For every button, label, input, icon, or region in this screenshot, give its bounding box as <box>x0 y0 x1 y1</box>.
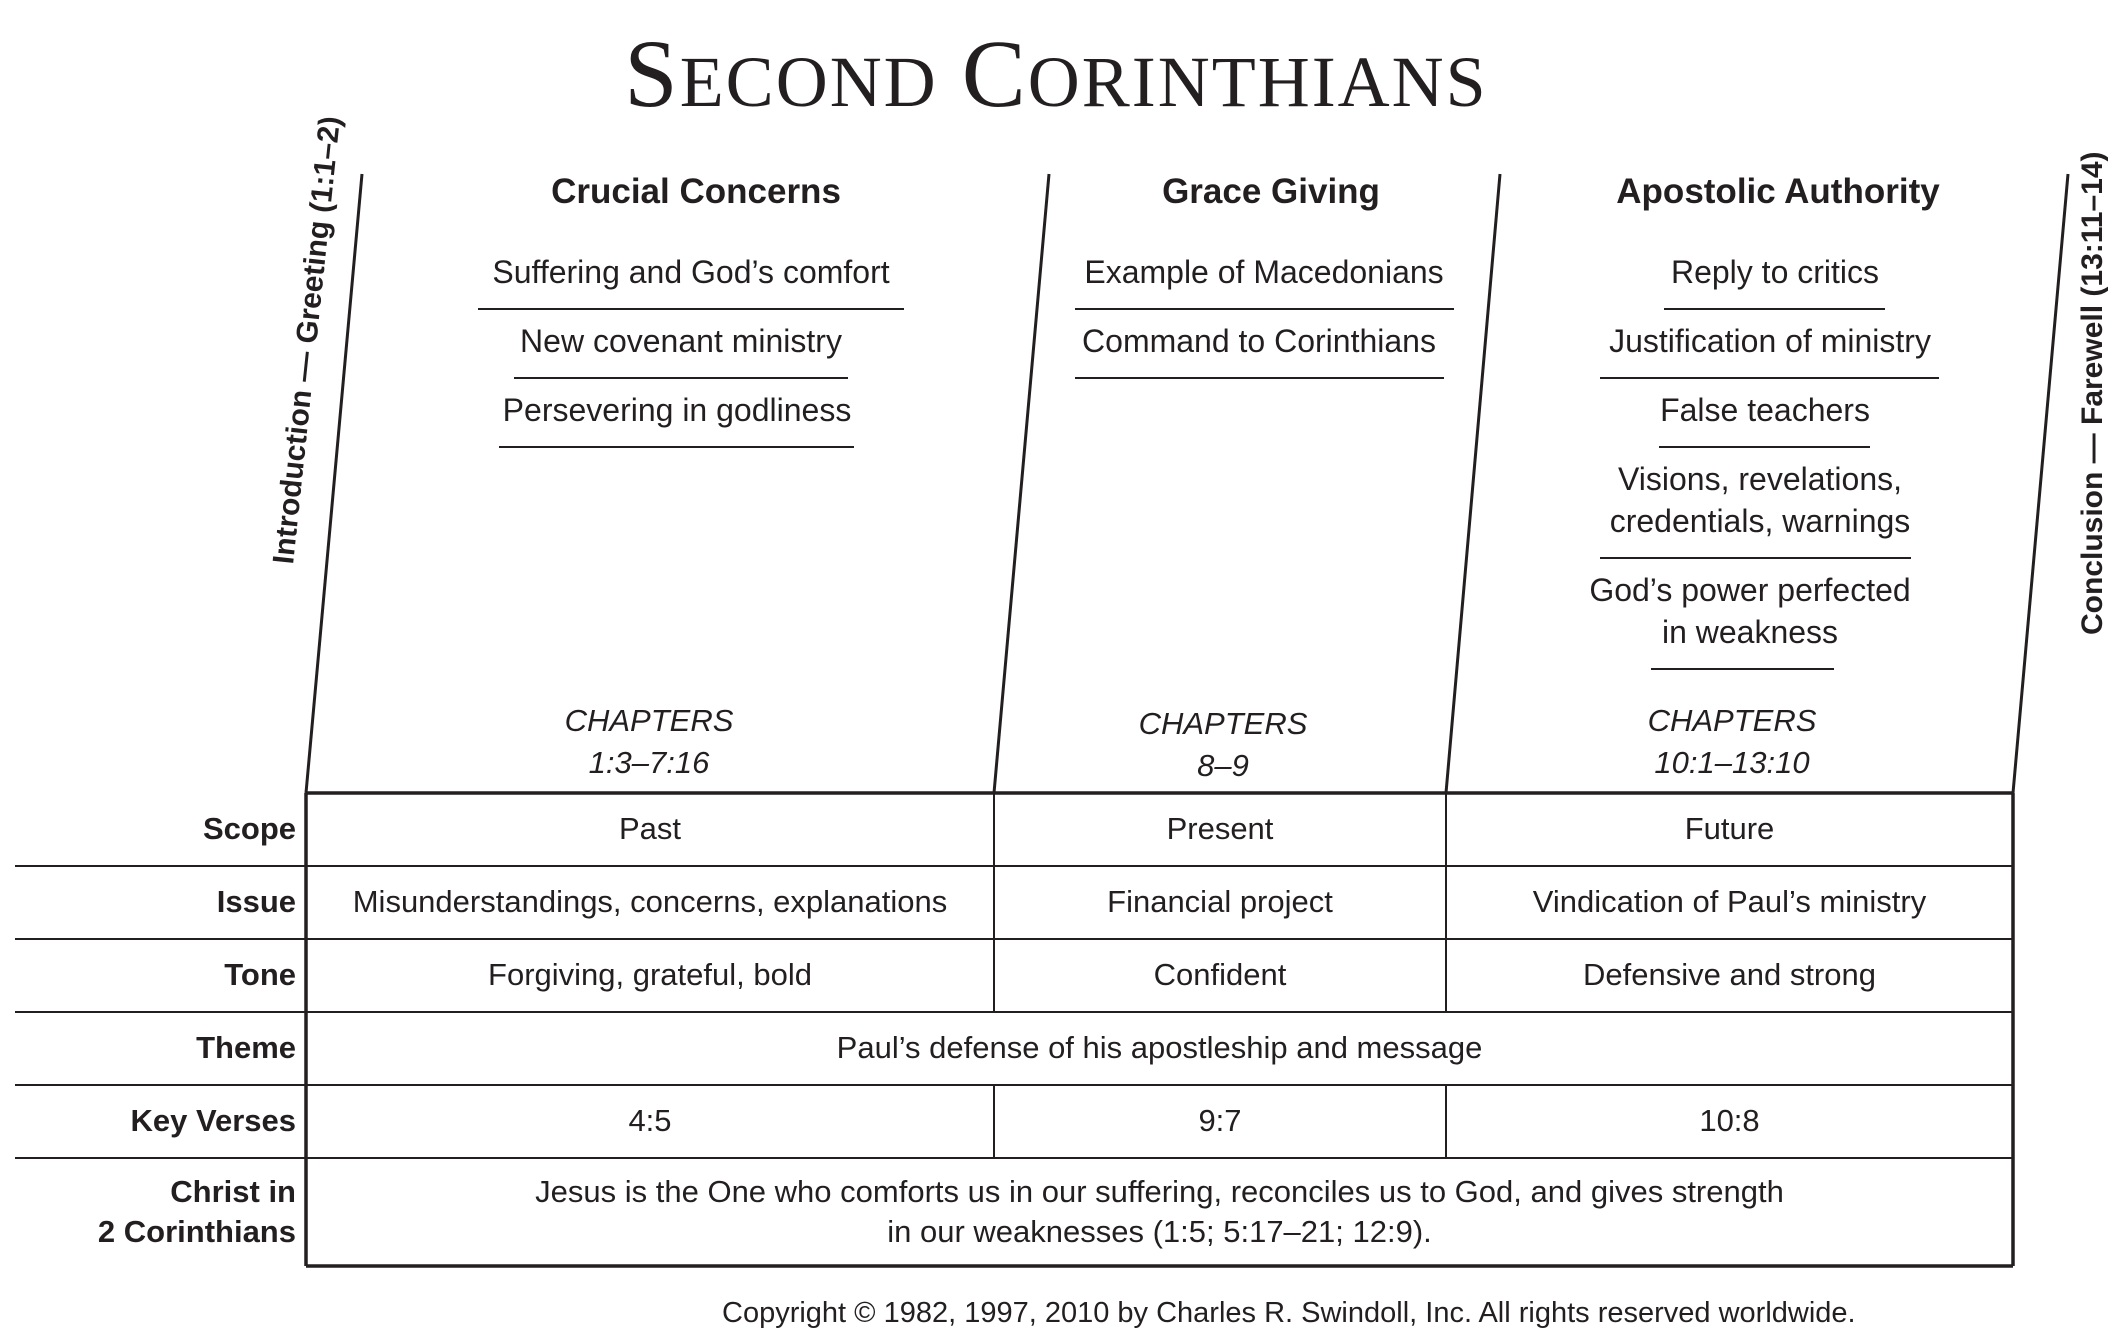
table-cell-christ-line2: in our weaknesses (1:5; 5:17–21; 12:9). <box>887 1214 1432 1249</box>
table-cell: Past <box>618 811 682 846</box>
topic-item: Persevering in godliness <box>502 392 852 428</box>
chapters-range: 10:1–13:10 <box>1654 745 1810 780</box>
topic-item: Command to Corinthians <box>1082 323 1436 359</box>
table-cell: 9:7 <box>1198 1103 1242 1138</box>
copyright-notice: Copyright © 1982, 1997, 2010 by Charles R. Swindoll, Inc. All rights reserved worldwide. <box>722 1297 1856 1329</box>
topic-item <box>1500 569 2000 653</box>
chapters-label: CHAPTERS <box>1138 706 1308 741</box>
table-cell: Future <box>1684 811 1775 846</box>
table-cell-theme: Paul’s defense of his apostleship and message <box>836 1030 1483 1065</box>
topic-item <box>1510 458 2010 542</box>
chapters-range: 8–9 <box>1197 748 1249 783</box>
conclusion-label: Conclusion — Farewell (13:11–14) <box>2076 151 2109 635</box>
row-label-scope: Scope <box>202 811 296 846</box>
table-cell: Forgiving, grateful, bold <box>488 957 812 992</box>
table-cell: Confident <box>1153 957 1287 992</box>
topic-item-text: God’s power perfected in weakness <box>1589 572 1911 650</box>
row-label-christ: Christ in <box>170 1174 296 1209</box>
topic-item: Reply to critics <box>1670 254 1880 290</box>
introduction-label: Introduction — Greeting (1:1–2) <box>267 114 348 566</box>
page-title: SECOND CORINTHIANS <box>624 20 1488 127</box>
row-label-tone: Tone <box>224 957 296 992</box>
topic-item-text: Visions, revelations, credentials, warnings <box>1609 461 1911 539</box>
table-cell: 4:5 <box>628 1103 672 1138</box>
chapters-label: CHAPTERS <box>564 703 734 738</box>
topic-item: False teachers <box>1660 392 1870 428</box>
section-heading-grace-giving: Grace Giving <box>1162 172 1380 211</box>
section-heading-apostolic-authority: Apostolic Authority <box>1616 172 1940 211</box>
section-heading-crucial-concerns: Crucial Concerns <box>551 172 841 211</box>
topic-item: Suffering and God’s comfort <box>492 254 890 290</box>
table-cell: Defensive and strong <box>1583 957 1876 992</box>
table-cell: Present <box>1166 811 1274 846</box>
table-cell: Vindication of Paul’s ministry <box>1532 884 1927 919</box>
table-cell-christ-line1: Jesus is the One who comforts us in our suffering, reconciles us to God, and gives strength <box>535 1174 1784 1209</box>
row-label-christ-line2: 2 Corinthians <box>97 1214 296 1249</box>
table-cell: 10:8 <box>1699 1103 1760 1138</box>
chapters-range: 1:3–7:16 <box>588 745 710 780</box>
row-label-issue: Issue <box>216 884 296 919</box>
chapters-label: CHAPTERS <box>1647 703 1817 738</box>
row-label-key-verses: Key Verses <box>130 1103 296 1138</box>
topic-item: Example of Macedonians <box>1084 254 1444 290</box>
topic-item: Justification of ministry <box>1609 323 1931 359</box>
row-label-theme: Theme <box>196 1030 296 1065</box>
table-cell: Financial project <box>1107 884 1333 919</box>
table-cell: Misunderstandings, concerns, explanations <box>352 884 948 919</box>
topic-item: New covenant ministry <box>520 323 842 359</box>
